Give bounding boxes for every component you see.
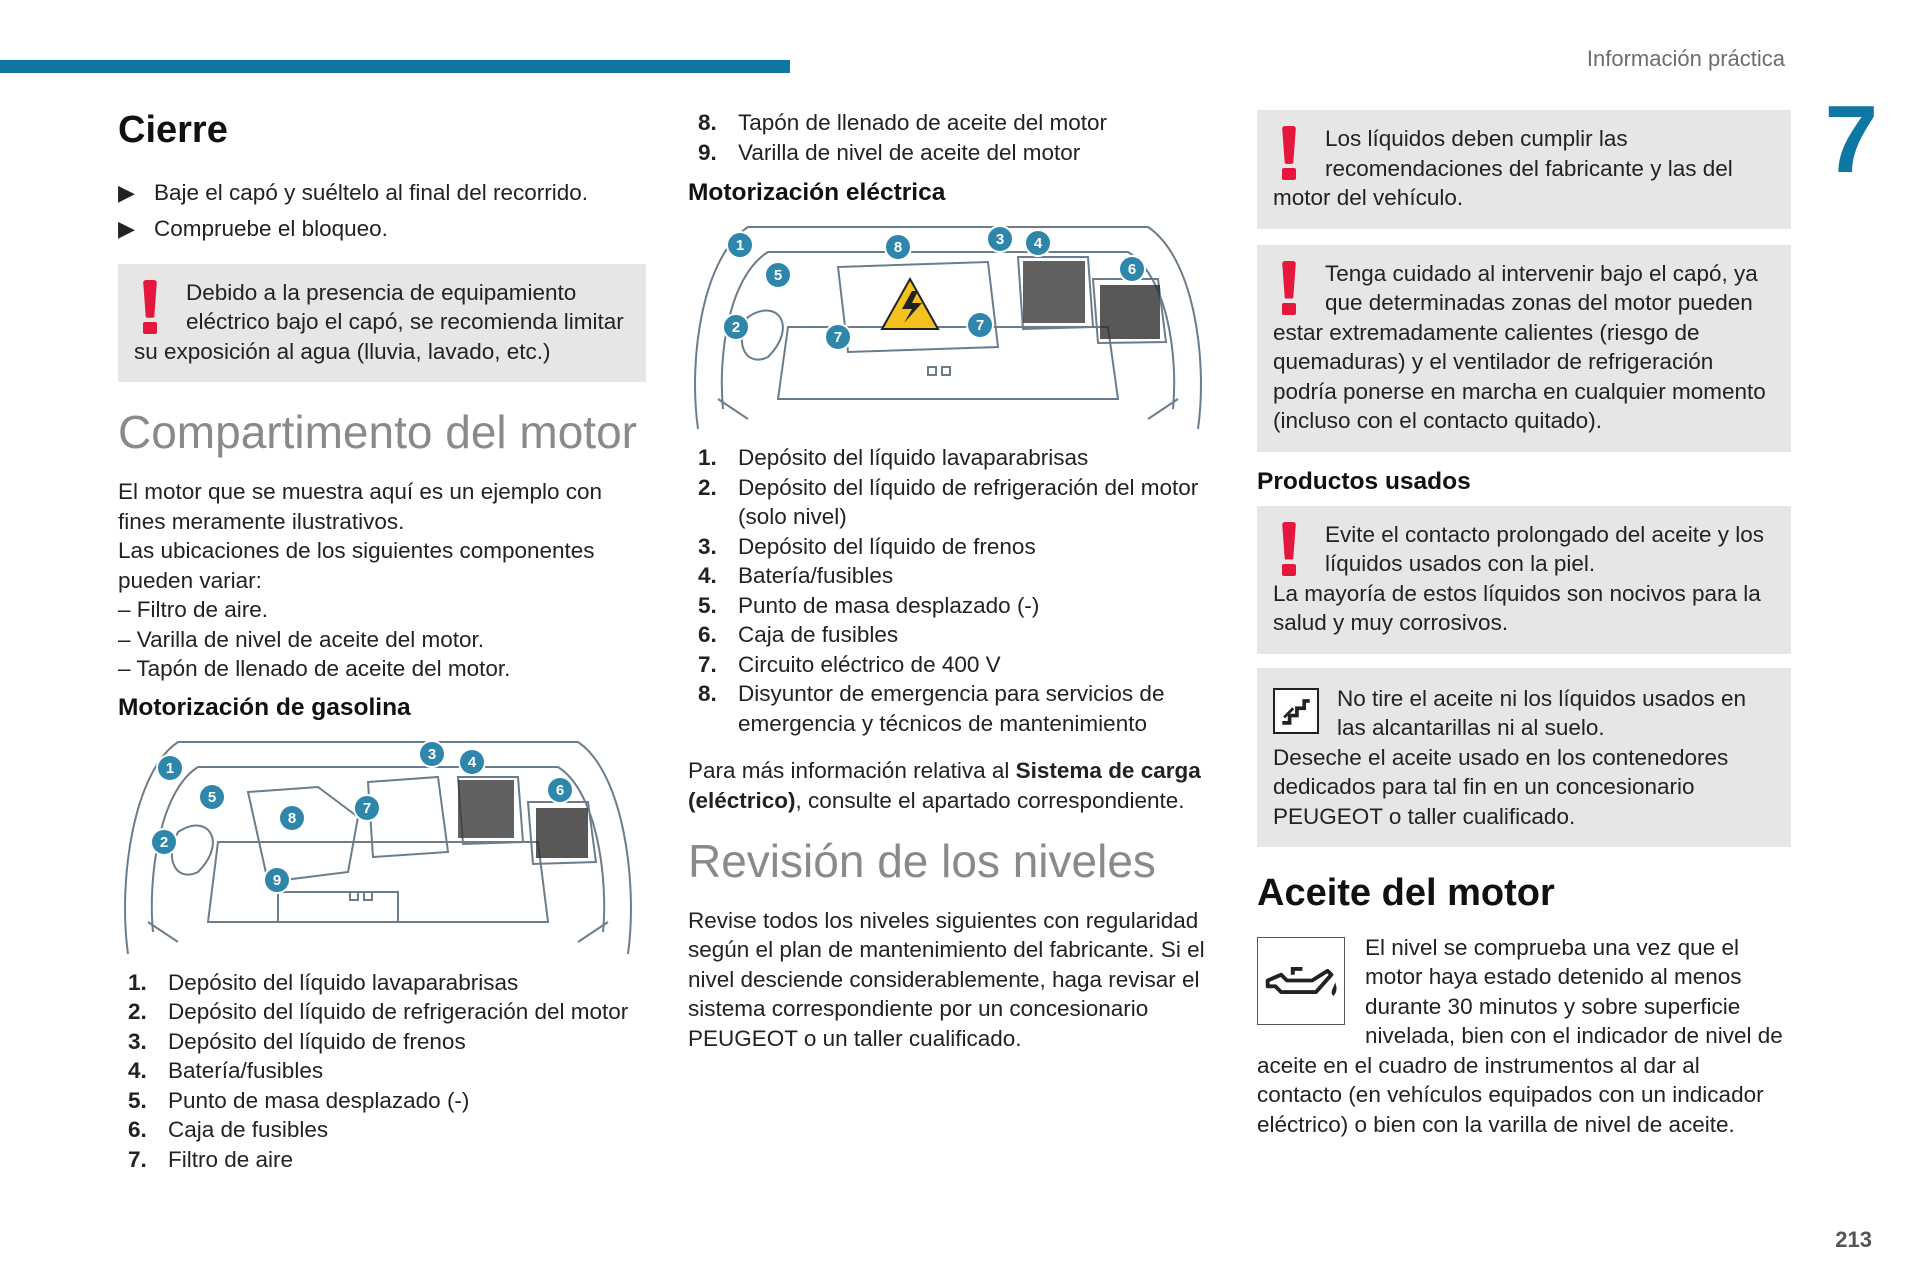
list-item: 5. Punto de masa desplazado (-) [128, 1087, 470, 1113]
list-item: 3. Depósito del líquido de frenos [128, 1028, 466, 1054]
list-item: 7. Filtro de aire [128, 1146, 294, 1172]
products-title: Productos usados [1257, 467, 1471, 495]
electric-components-list [688, 443, 1208, 738]
column-3 [1257, 110, 1791, 1139]
oil-paragraph: El nivel se comprueba una vez que el motor haya estado detenido al menos durante 30 minutos y sobre superficie nivelada, bien con el indicador de nivel de aceite en el cuadro de instrumentos al dar al contacto (en vehículos equipados con un indicador eléctrico) o bien con la varilla de nivel de aceite. [1257, 934, 1783, 1137]
list-item: 4. Batería/fusibles [128, 1058, 324, 1084]
warning-icon [1273, 261, 1309, 317]
diagram-label: 7 [833, 329, 843, 346]
arrow-icon: ▶ [118, 179, 135, 205]
intro-line: – Varilla de nivel de aceite del motor. [118, 626, 485, 652]
diagram-label: 7 [362, 799, 372, 817]
diagram-label: 5 [773, 267, 783, 284]
disposal-icon [1273, 688, 1319, 734]
list-item: 5. Punto de masa desplazado (-) [698, 592, 1040, 618]
arrow-icon: ▶ [118, 216, 135, 242]
diagram-label: 3 [995, 231, 1005, 248]
list-item: 7. Circuito eléctrico de 400 V [698, 651, 1001, 677]
warning-box [1257, 110, 1791, 229]
list-item: 6. Caja de fusibles [128, 1117, 329, 1143]
list-item: 1. Depósito del líquido lavaparabrisas [698, 445, 1089, 470]
page-number: 213 [1835, 1227, 1872, 1252]
electric-bay-illustration [688, 217, 1208, 429]
section-title-niveles: Revisión de los niveles [688, 835, 1156, 887]
electric-engine-title: Motorización eléctrica [688, 179, 946, 206]
chapter-number: 7 [1824, 86, 1878, 193]
warning-text: La mayoría de estos líquidos son nocivos para la salud y muy corrosivos. [1273, 580, 1761, 635]
list-item: 2. Depósito del líquido de refrigeración del motor [128, 999, 629, 1025]
list-item: 9. Varilla de nivel de aceite del motor [698, 139, 1081, 165]
more-info-link-text: Sistema de carga (eléctrico) [688, 758, 1201, 813]
diagram-label: 6 [555, 781, 565, 799]
warning-text: Evite el contacto prolongado del aceite y los líquidos usados con la piel. [1325, 521, 1765, 576]
intro-line: El motor que se muestra aquí es un ejemplo con fines meramente ilustrativos. [118, 479, 603, 534]
intro-line: Las ubicaciones de los siguientes componentes pueden variar: [118, 538, 595, 593]
column-1 [118, 110, 646, 1174]
diagram-label: 9 [272, 871, 282, 889]
diagram-label: 1 [165, 759, 175, 777]
warning-text: Tenga cuidado al intervenir bajo el capó, ya que determinadas zonas del motor pueden estar extremadamente calientes (riesgo de quemaduras) y el ventilador de refrigeración podría ponerse en marcha en cualquier momento (incluso con el contacto quitado). [1273, 260, 1766, 433]
list-item: 6. Caja de fusibles [698, 622, 899, 647]
column-2 [688, 108, 1208, 1053]
header-title: Información práctica [1586, 46, 1785, 71]
diagram-label: 3 [427, 745, 437, 763]
electric-engine-diagram [688, 217, 1208, 429]
environment-text: No tire el aceite ni los líquidos usados en las alcantarillas ni al suelo. [1337, 685, 1746, 740]
gasoline-engine-diagram [118, 732, 638, 954]
warning-box [118, 264, 646, 383]
list-item: 8. Tapón de llenado de aceite del motor [698, 110, 1108, 135]
list-item: ▶ Compruebe el bloqueo. [118, 214, 646, 244]
diagram-label: 6 [1127, 261, 1137, 278]
gasoline-engine-title: Motorización de gasolina [118, 693, 411, 721]
warning-box [1257, 245, 1791, 452]
intro-line: – Filtro de aire. [118, 597, 269, 623]
diagram-label: 8 [287, 809, 297, 827]
warning-text: Los líquidos deben cumplir las recomendaciones del fabricante y las del motor del vehículo. [1273, 126, 1733, 210]
warning-icon [1273, 522, 1309, 578]
diagram-label: 5 [207, 788, 217, 806]
diagram-label: 8 [893, 239, 903, 256]
section-title-compartimento: Compartimento del motor [118, 406, 637, 459]
intro-line: – Tapón de llenado de aceite del motor. [118, 656, 511, 682]
cierre-title: Cierre [118, 109, 228, 151]
diagram-label: 2 [159, 833, 169, 851]
levels-paragraph: Revise todos los niveles siguientes con regularidad según el plan de mantenimiento del fabricante. Si el nivel desciende considerablemente, haga revisar el sistema correspondiente por un concesionario PEUGEOT o un taller cualificado. [688, 907, 1205, 1051]
list-item: 3. Depósito del líquido de frenos [698, 533, 1036, 559]
engine-bay-illustration [118, 732, 638, 954]
environment-box [1257, 668, 1791, 848]
more-info-paragraph: Para más información relativa al Sistema de carga (eléctrico), consulte el apartado correspondiente. [688, 758, 1201, 813]
diagram-label: 7 [975, 317, 985, 334]
diagram-label: 2 [731, 319, 741, 336]
diagram-label: 4 [467, 753, 477, 771]
oil-can-icon [1257, 937, 1345, 1025]
list-item: 8. Disyuntor de emergencia para servicios de emergencia y técnicos de mantenimiento [698, 681, 1165, 736]
warning-box [1257, 506, 1791, 654]
gasoline-components-list-continued [688, 108, 1208, 167]
diagram-label: 4 [1033, 235, 1043, 252]
cierre-steps [118, 178, 646, 244]
warning-text: Debido a la presencia de equipamiento eléctrico bajo el capó, se recomienda limitar su exposición al agua (lluvia, lavado, etc.) [134, 279, 624, 364]
warning-icon [134, 280, 170, 336]
diagram-label: 1 [735, 237, 745, 254]
list-item: ▶ Baje el capó y suéltelo al final del recorrido. [118, 178, 646, 208]
list-item: 2. Depósito del líquido de refrigeración del motor (solo nivel) [698, 474, 1199, 529]
warning-icon [1273, 126, 1309, 182]
list-item: 4. Batería/fusibles [698, 563, 894, 588]
list-item: 1. Depósito del líquido lavaparabrisas [128, 969, 519, 995]
environment-text: Deseche el aceite usado en los contenedores dedicados para tal fin en un concesionario PEUGEOT o taller cualificado. [1273, 744, 1729, 829]
gasoline-components-list [118, 968, 646, 1175]
oil-title: Aceite del motor [1257, 872, 1555, 914]
header-accent-bar [0, 60, 790, 73]
